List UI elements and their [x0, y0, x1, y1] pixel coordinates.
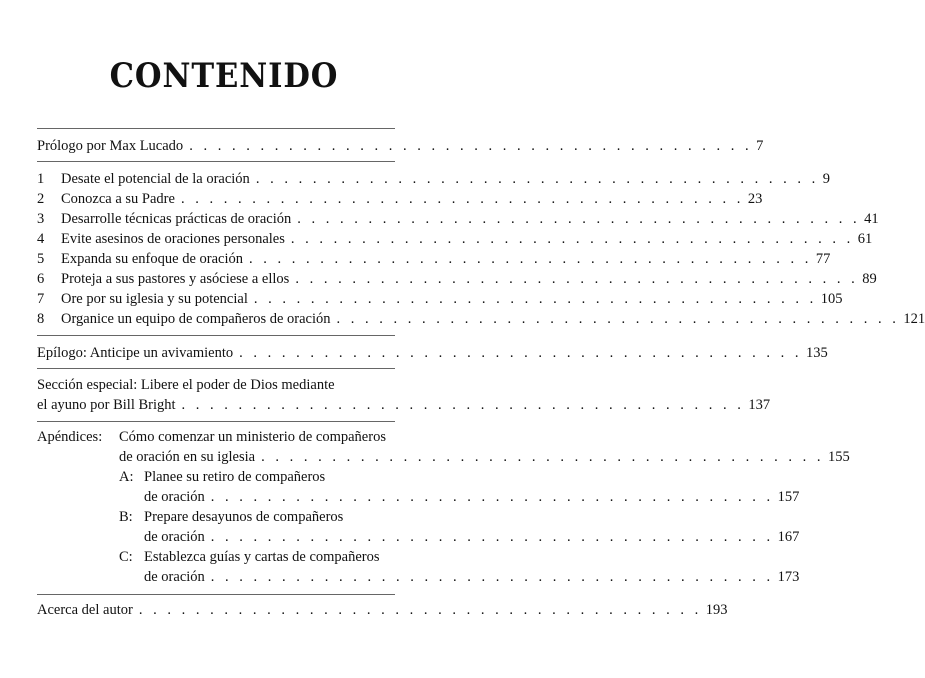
entry-title: Proteja a sus pastores y asóciese a ellos [61, 271, 290, 287]
dot-leader: . . . . . . . . . . . . . . . . . . . . . . . . . . . . . . . . . . . . . . . . [255, 171, 819, 187]
page-number: 7 [756, 138, 764, 154]
entry-title-line[interactable]: Cómo comenzar un ministerio de compañeros [119, 429, 386, 445]
toc-entry-chapter[interactable] [37, 309, 925, 329]
entry-title: de oración [144, 529, 205, 545]
chapter-number: 8 [37, 311, 45, 327]
page-number: 135 [806, 345, 828, 361]
page-number: 61 [857, 231, 873, 247]
entry-title: Epílogo: Anticipe un avivamiento [37, 345, 234, 361]
dot-leader: . . . . . . . . . . . . . . . . . . . . . . . . . . . . . . . . . . . . . . . . [261, 449, 824, 465]
dot-leader: . . . . . . . . . . . . . . . . . . . . . . . . . . . . . . . . . . . . . . . . [181, 397, 745, 413]
entry-title: de oración en su iglesia [119, 449, 256, 465]
toc-entry-chapter[interactable] [37, 249, 831, 269]
toc-entry-chapter[interactable] [37, 269, 877, 289]
chapter-number: 5 [37, 251, 45, 267]
entry-title: Expanda su enfoque de oración [61, 251, 243, 267]
entry-title: el ayuno por Bill Bright [37, 397, 176, 413]
page-number: 193 [705, 602, 728, 618]
toc-entry-apendices[interactable] [119, 447, 850, 467]
entry-title: Desarrolle técnicas prácticas de oración [61, 211, 292, 227]
dot-leader: . . . . . . . . . . . . . . . . . . . . . . . . . . . . . . . . . . . . . . . . [253, 291, 817, 307]
entry-title: Desate el potencial de la oración [61, 171, 250, 187]
chapter-number: 3 [37, 211, 45, 227]
page-number: 167 [777, 529, 800, 545]
divider [37, 421, 395, 422]
dot-leader: . . . . . . . . . . . . . . . . . . . . . . . . . . . . . . . . . . . . . . . . [180, 191, 744, 207]
divider [37, 335, 395, 336]
page-number: 105 [820, 291, 843, 307]
entry-title-line[interactable]: Sección especial: Libere el poder de Dios mediante [37, 377, 335, 393]
entry-title: Conozca a su Padre [61, 191, 175, 207]
chapter-number: 6 [37, 271, 45, 287]
entry-title: de oración [144, 569, 205, 585]
dot-leader: . . . . . . . . . . . . . . . . . . . . . . . . . . . . . . . . . . . . . . . . [239, 345, 802, 361]
chapter-number: 1 [37, 171, 45, 187]
dot-leader: . . . . . . . . . . . . . . . . . . . . . . . . . . . . . . . . . . . . . . . . [295, 271, 859, 287]
chapter-number: 7 [37, 291, 45, 307]
entry-title: Evite asesinos de oraciones personales [61, 231, 285, 247]
divider [37, 594, 395, 595]
appendix-letter: B: [119, 509, 133, 525]
entry-title: Acerca del autor [37, 602, 133, 618]
dot-leader: . . . . . . . . . . . . . . . . . . . . . . . . . . . . . . . . . . . . . . . . [210, 529, 774, 545]
appendices-label: Apéndices: [37, 429, 103, 445]
appendix-letter: C: [119, 549, 133, 565]
page-number: 9 [822, 171, 830, 187]
dot-leader: . . . . . . . . . . . . . . . . . . . . . . . . . . . . . . . . . . . . . . . . [138, 602, 702, 618]
toc-entry-seccion[interactable] [37, 395, 771, 415]
toc-entry-chapter[interactable] [37, 289, 843, 309]
entry-title: de oración [144, 489, 205, 505]
chapter-number: 4 [37, 231, 45, 247]
page-number: 41 [864, 211, 879, 227]
page-number: 89 [862, 271, 877, 287]
dot-leader: . . . . . . . . . . . . . . . . . . . . . . . . . . . . . . . . . . . . . . . . [290, 231, 854, 247]
page-number: 157 [777, 489, 800, 505]
page-number: 121 [903, 311, 925, 327]
toc-entry-chapter[interactable] [37, 169, 830, 189]
toc-entry-chapter[interactable] [37, 229, 873, 249]
page-title: CONTENIDO [109, 56, 339, 96]
entry-title: Ore por su iglesia y su potencial [61, 291, 248, 307]
dot-leader: . . . . . . . . . . . . . . . . . . . . . . . . . . . . . . . . . . . . . . . . [210, 489, 774, 505]
toc-entry-prologo[interactable] [37, 136, 764, 156]
chapter-number: 2 [37, 191, 45, 207]
entry-title-line[interactable]: Establezca guías y cartas de compañeros [144, 549, 380, 565]
toc-entry-appendix-c[interactable] [144, 567, 800, 587]
entry-title: Prólogo por Max Lucado [37, 138, 184, 154]
dot-leader: . . . . . . . . . . . . . . . . . . . . . . . . . . . . . . . . . . . . . . . . [297, 211, 861, 227]
dot-leader: . . . . . . . . . . . . . . . . . . . . . . . . . . . . . . . . . . . . . . . . [336, 311, 900, 327]
dot-leader: . . . . . . . . . . . . . . . . . . . . . . . . . . . . . . . . . . . . . . . . [210, 569, 774, 585]
toc-entry-chapter[interactable] [37, 209, 879, 229]
entry-title-line[interactable]: Prepare desayunos de compañeros [144, 509, 344, 525]
divider [37, 128, 395, 129]
divider [37, 368, 395, 369]
toc-entry-epilogo[interactable] [37, 343, 828, 363]
dot-leader: . . . . . . . . . . . . . . . . . . . . . . . . . . . . . . . . . . . . . . . . [189, 138, 753, 154]
dot-leader: . . . . . . . . . . . . . . . . . . . . . . . . . . . . . . . . . . . . . . . . [249, 251, 812, 267]
page-number: 137 [748, 397, 771, 413]
toc-entry-appendix-a[interactable] [144, 487, 800, 507]
toc-entry-acerca[interactable] [37, 600, 728, 620]
page-number: 155 [827, 449, 850, 465]
entry-title-line[interactable]: Planee su retiro de compañeros [144, 469, 326, 485]
page-number: 173 [777, 569, 800, 585]
toc-entry-chapter[interactable] [37, 189, 763, 209]
appendix-letter: A: [119, 469, 134, 485]
page-number: 77 [815, 251, 831, 267]
toc-entry-appendix-b[interactable] [144, 527, 800, 547]
page-number: 23 [747, 191, 763, 207]
divider [37, 161, 395, 162]
entry-title: Organice un equipo de compañeros de oración [61, 311, 331, 327]
